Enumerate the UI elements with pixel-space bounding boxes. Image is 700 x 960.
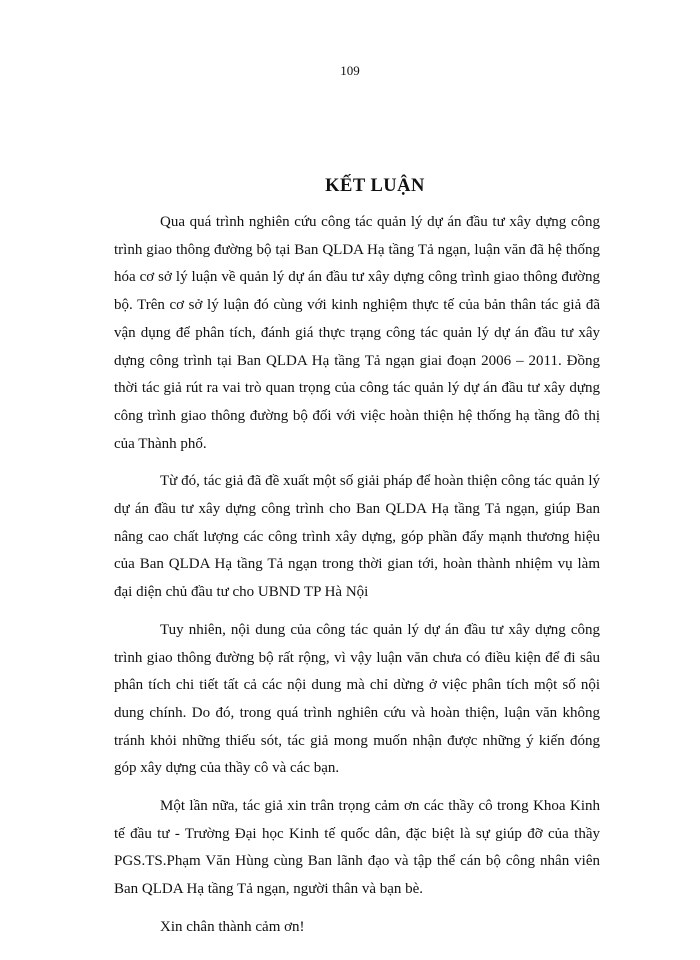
page-number: 109 — [340, 63, 360, 78]
paragraph-closing: Xin chân thành cảm ơn! — [160, 918, 305, 935]
paragraph-summary: Qua quá trình nghiên cứu công tác quản lý dự án đầu tư xây dựng công trình giao thông đường bộ tại Ban QLDA Hạ tầng Tả ngạn, luận văn đã hệ thống hóa cơ sở lý luận về quản lý dự án đầu tư xây dựng công trình giao thông đường bộ. Trên cơ sở lý luận đó cùng với kinh nghiệm thực tế của bản thân tác giả đã vận dụng để phân tích, đánh giá thực trạng công tác quản lý dự án đầu tư xây dựng công trình tại Ban QLDA Hạ tầng Tả ngạn giai đoạn 2006 – 2011. Đồng thời tác giả rút ra vai trò quan trọng của công tác quản lý dự án đầu tư xây dựng công trình giao thông đường bộ đối với việc hoàn thiện hệ thống hạ tầng đô thị của Thành phố. — [114, 214, 600, 452]
paragraph-acknowledgement: Một lần nữa, tác giả xin trân trọng cảm ơn các thầy cô trong Khoa Kinh tế đầu tư - Trường Đại học Kinh tế quốc dân, đặc biệt là sự giúp đỡ của thầy PGS.TS.Phạm Văn Hùng cùng Ban lãnh đạo và tập thể cán bộ công nhân viên Ban QLDA Hạ tầng Tả ngạn, người thân và bạn bè. — [114, 798, 600, 898]
page-title: KẾT LUẬN — [325, 176, 425, 196]
paragraph-solutions: Từ đó, tác giả đã đề xuất một số giải pháp để hoàn thiện công tác quản lý dự án đầu tư xây dựng công trình cho Ban QLDA Hạ tầng Tả ngạn, giúp Ban nâng cao chất lượng các công trình xây dựng, góp phần đẩy mạnh thương hiệu của Ban QLDA Hạ tầng Tả ngạn trong thời gian tới, hoàn thành nhiệm vụ làm đại diện chủ đầu tư cho UBND TP Hà Nội — [114, 473, 600, 601]
document-body — [114, 209, 600, 952]
paragraph-limitations: Tuy nhiên, nội dung của công tác quản lý dự án đầu tư xây dựng công trình giao thông đường bộ rất rộng, vì vậy luận văn chưa có điều kiện để đi sâu phân tích chi tiết tất cả các nội dung mà chỉ dừng ở việc phân tích một số nội dung chính. Do đó, trong quá trình nghiên cứu và hoàn thiện, luận văn không tránh khỏi những thiếu sót, tác giả mong muốn nhận được những ý kiến đóng góp xây dựng của thầy cô và các bạn. — [114, 621, 600, 777]
